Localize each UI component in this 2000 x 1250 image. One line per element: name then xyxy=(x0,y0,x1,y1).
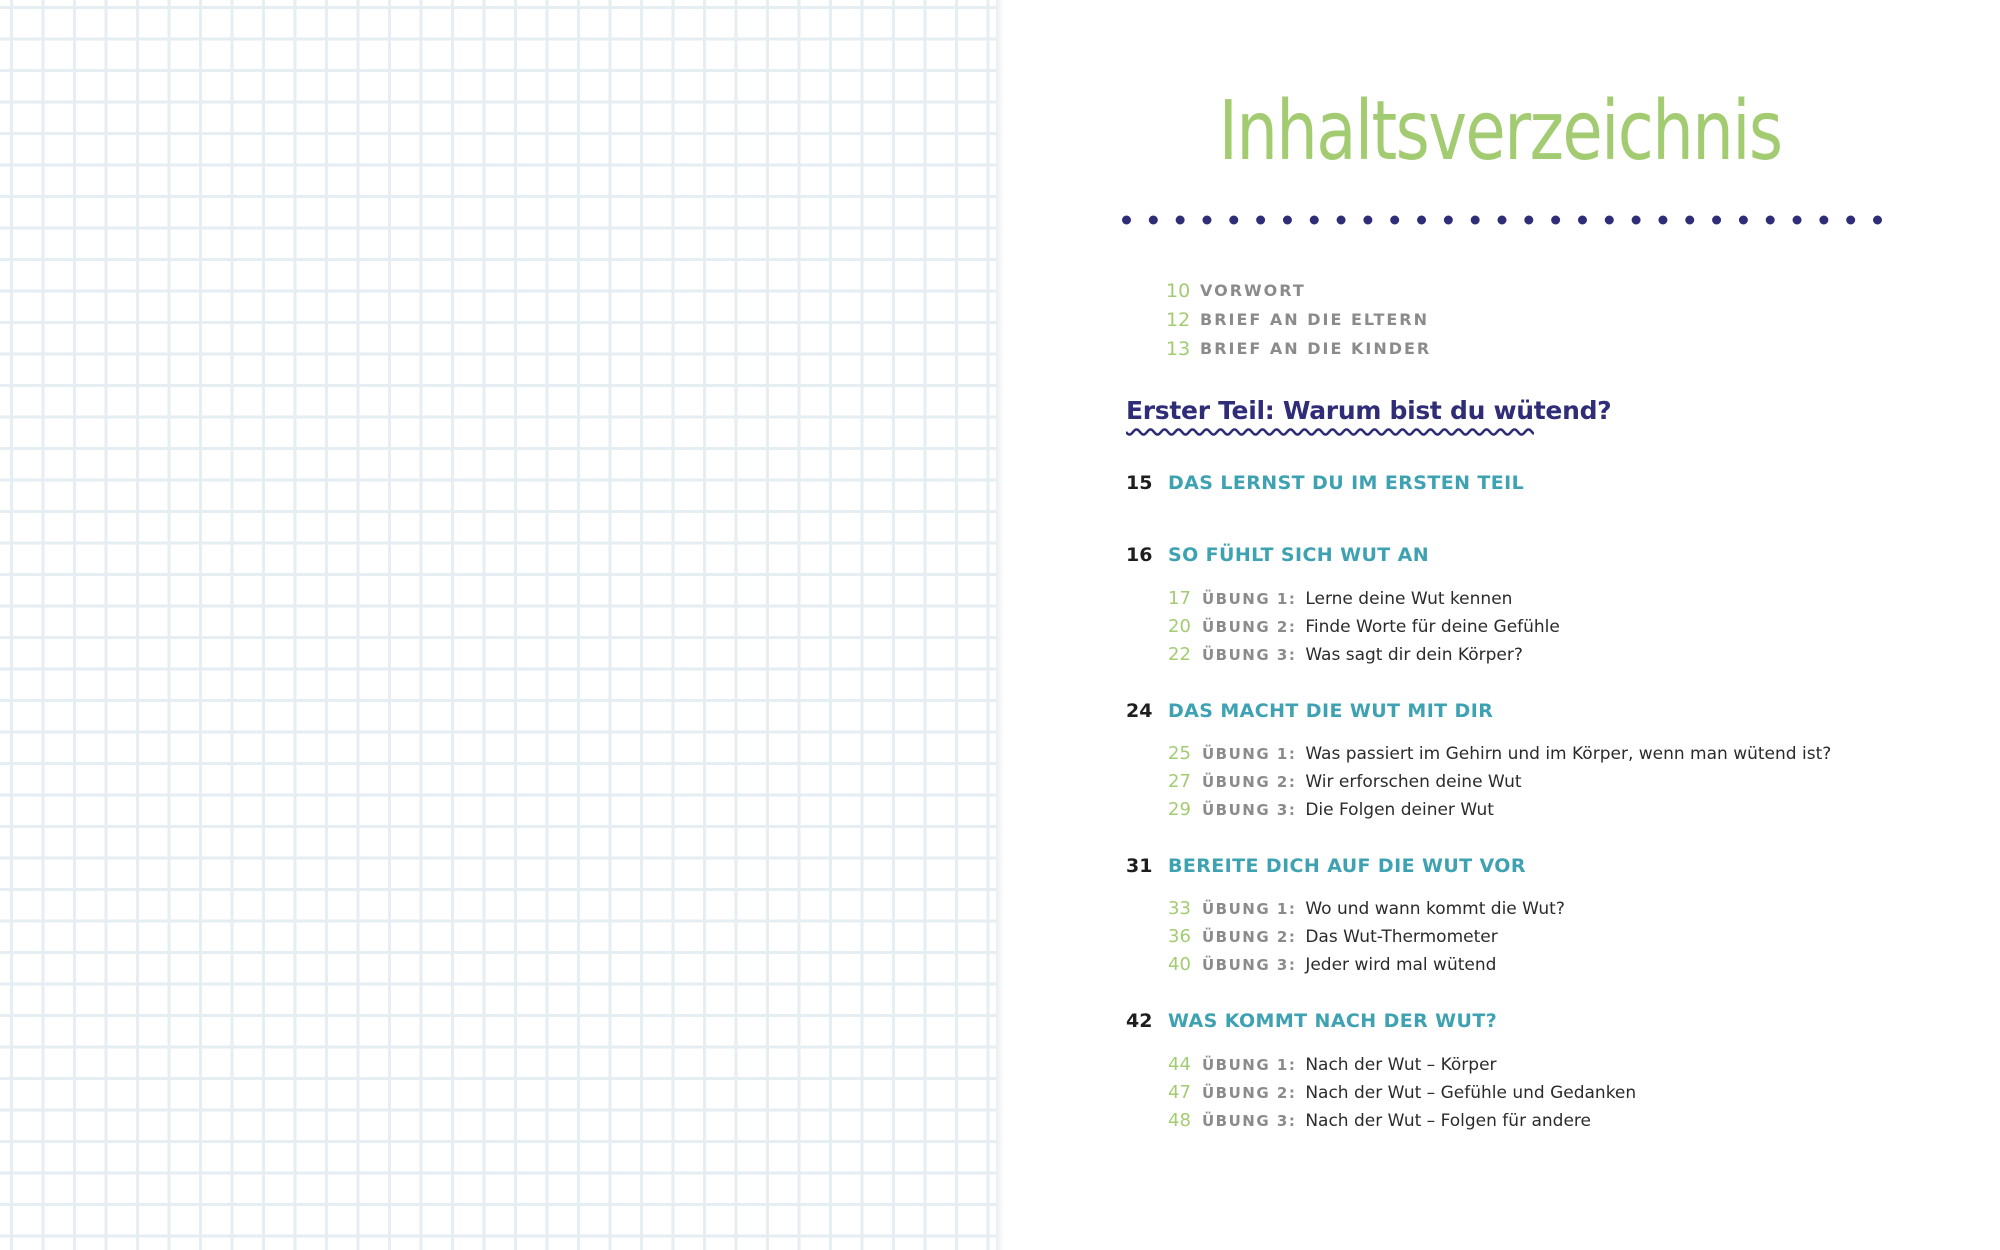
exercise-page-number: 33 xyxy=(1168,898,1191,919)
exercise-text: Die Folgen deiner Wut xyxy=(1305,799,1494,820)
section-title: SO FÜHLT SICH WUT AN xyxy=(1168,544,1430,566)
exercise-label: ÜBUNG 3: xyxy=(1202,1111,1297,1130)
divider-dot xyxy=(1390,216,1399,225)
entry-label: VORWORT xyxy=(1200,281,1306,300)
divider-dot xyxy=(1229,216,1238,225)
exercise-label: ÜBUNG 1: xyxy=(1202,1055,1297,1074)
exercise-entry[interactable] xyxy=(1168,644,1523,665)
divider-dot xyxy=(1632,216,1641,225)
dotted-divider xyxy=(1122,213,1882,227)
exercise-text: Nach der Wut – Körper xyxy=(1305,1054,1497,1075)
section-das-macht-die-wut[interactable] xyxy=(1126,700,1493,722)
section-page-number: 15 xyxy=(1126,472,1153,494)
divider-dot xyxy=(1176,216,1185,225)
intro-list xyxy=(1166,276,1431,363)
exercise-text: Wir erforschen deine Wut xyxy=(1305,771,1522,792)
exercise-page-number: 48 xyxy=(1168,1110,1191,1131)
divider-dot xyxy=(1498,216,1507,225)
entry-label: BRIEF AN DIE ELTERN xyxy=(1200,310,1430,329)
divider-dot xyxy=(1551,216,1560,225)
exercise-page-number: 27 xyxy=(1168,771,1191,792)
section-title: DAS LERNST DU IM ERSTEN TEIL xyxy=(1168,472,1525,494)
part-title: Erster Teil: Warum bist du wütend? xyxy=(1126,396,1612,425)
exercise-entry[interactable] xyxy=(1168,1110,1591,1131)
exercise-entry[interactable] xyxy=(1168,954,1496,975)
section-das-lernst-du[interactable] xyxy=(1126,472,1524,494)
exercise-entry[interactable] xyxy=(1168,1082,1636,1103)
exercise-label: ÜBUNG 1: xyxy=(1202,589,1297,608)
section-bereite-dich-vor[interactable] xyxy=(1126,855,1526,877)
toc-entry-vorwort[interactable] xyxy=(1166,276,1431,305)
exercise-entry[interactable] xyxy=(1168,616,1560,637)
exercise-text: Jeder wird mal wütend xyxy=(1305,954,1497,975)
section-so-fuehlt-sich-wut-an[interactable] xyxy=(1126,544,1429,566)
divider-dot xyxy=(1524,216,1533,225)
divider-dot xyxy=(1793,216,1802,225)
section-title: WAS KOMMT NACH DER WUT? xyxy=(1168,1010,1498,1032)
divider-dot xyxy=(1685,216,1694,225)
section-was-kommt-nach[interactable] xyxy=(1126,1010,1497,1032)
exercise-label: ÜBUNG 3: xyxy=(1202,955,1297,974)
divider-dot xyxy=(1149,216,1158,225)
exercise-label: ÜBUNG 3: xyxy=(1202,645,1297,664)
part-heading xyxy=(1126,396,1611,437)
divider-dot xyxy=(1202,216,1211,225)
wavy-underline xyxy=(1126,427,1534,437)
exercise-label: ÜBUNG 2: xyxy=(1202,927,1297,946)
page-number: 10 xyxy=(1166,279,1191,302)
exercise-text: Lerne deine Wut kennen xyxy=(1305,588,1513,609)
divider-dot xyxy=(1256,216,1265,225)
page-number: 12 xyxy=(1166,308,1191,331)
divider-dot xyxy=(1846,216,1855,225)
toc-entry-brief-eltern[interactable] xyxy=(1166,305,1431,334)
divider-dot xyxy=(1658,216,1667,225)
divider-dot xyxy=(1417,216,1426,225)
exercise-page-number: 36 xyxy=(1168,926,1191,947)
section-page-number: 31 xyxy=(1126,855,1153,877)
exercise-text: Finde Worte für deine Gefühle xyxy=(1305,616,1560,637)
exercise-label: ÜBUNG 2: xyxy=(1202,617,1297,636)
divider-dot xyxy=(1471,216,1480,225)
exercise-label: ÜBUNG 1: xyxy=(1202,744,1297,763)
divider-dot xyxy=(1766,216,1775,225)
divider-dot xyxy=(1444,216,1453,225)
exercise-entry[interactable] xyxy=(1168,926,1498,947)
book-gutter xyxy=(996,0,1004,1250)
exercise-page-number: 22 xyxy=(1168,644,1191,665)
exercise-entry[interactable] xyxy=(1168,898,1565,919)
exercise-text: Was passiert im Gehirn und im Körper, wenn man wütend ist? xyxy=(1305,743,1832,764)
section-page-number: 24 xyxy=(1126,700,1153,722)
section-page-number: 16 xyxy=(1126,544,1153,566)
divider-dot xyxy=(1363,216,1372,225)
exercise-label: ÜBUNG 2: xyxy=(1202,772,1297,791)
divider-dot xyxy=(1283,216,1292,225)
exercise-label: ÜBUNG 2: xyxy=(1202,1083,1297,1102)
exercise-page-number: 40 xyxy=(1168,954,1191,975)
page-number: 13 xyxy=(1166,337,1191,360)
divider-dot xyxy=(1873,216,1882,225)
exercise-page-number: 17 xyxy=(1168,588,1191,609)
section-title: DAS MACHT DIE WUT MIT DIR xyxy=(1168,700,1494,722)
exercise-page-number: 25 xyxy=(1168,743,1191,764)
section-page-number: 42 xyxy=(1126,1010,1153,1032)
exercise-entry[interactable] xyxy=(1168,771,1522,792)
exercise-entry[interactable] xyxy=(1168,799,1494,820)
exercise-text: Wo und wann kommt die Wut? xyxy=(1305,898,1565,919)
exercise-label: ÜBUNG 1: xyxy=(1202,899,1297,918)
exercise-text: Nach der Wut – Folgen für andere xyxy=(1305,1110,1591,1131)
divider-dot xyxy=(1712,216,1721,225)
exercise-page-number: 20 xyxy=(1168,616,1191,637)
section-title: BEREITE DICH AUF DIE WUT VOR xyxy=(1168,855,1526,877)
exercise-text: Das Wut-Thermometer xyxy=(1305,926,1498,947)
exercise-entry[interactable] xyxy=(1168,588,1512,609)
divider-dot xyxy=(1578,216,1587,225)
entry-label: BRIEF AN DIE KINDER xyxy=(1200,339,1432,358)
divider-dot xyxy=(1122,216,1131,225)
exercise-text: Was sagt dir dein Körper? xyxy=(1305,644,1523,665)
divider-dot xyxy=(1337,216,1346,225)
page-title: Inhaltsverzeichnis xyxy=(1218,84,1782,179)
exercise-entry[interactable] xyxy=(1168,743,1831,764)
divider-dot xyxy=(1605,216,1614,225)
divider-dot xyxy=(1310,216,1319,225)
divider-dot xyxy=(1819,216,1828,225)
exercise-label: ÜBUNG 3: xyxy=(1202,800,1297,819)
divider-dot xyxy=(1739,216,1748,225)
exercise-entry[interactable] xyxy=(1168,1054,1497,1075)
exercise-text: Nach der Wut – Gefühle und Gedanken xyxy=(1305,1082,1637,1103)
exercise-page-number: 29 xyxy=(1168,799,1191,820)
toc-entry-brief-kinder[interactable] xyxy=(1166,334,1431,363)
exercise-page-number: 47 xyxy=(1168,1082,1191,1103)
exercise-page-number: 44 xyxy=(1168,1054,1191,1075)
